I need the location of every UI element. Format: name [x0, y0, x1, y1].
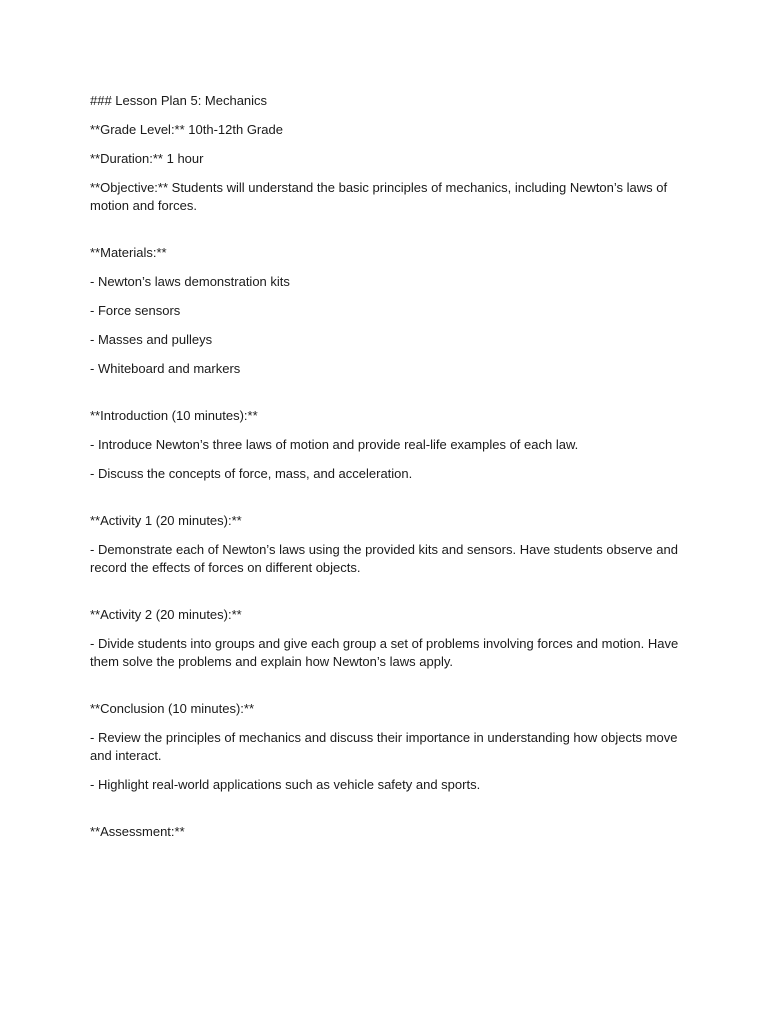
activity1-heading: **Activity 1 (20 minutes):** [90, 513, 242, 528]
list-item: - Newton’s laws demonstration kits [90, 274, 290, 289]
list-item: - Force sensors [90, 303, 181, 318]
list-item: - Highlight real-world applications such as vehicle safety and sports. [90, 777, 481, 792]
document-page [90, 92, 680, 852]
spacer [90, 682, 680, 700]
list-item: - Demonstrate each of Newton’s laws using the provided kits and sensors. Have students observe and record the effects of forces on different objects. [90, 542, 682, 575]
list-item: - Whiteboard and markers [90, 361, 241, 376]
list-item: - Masses and pulleys [90, 332, 213, 347]
conclusion-heading: **Conclusion (10 minutes):** [90, 701, 255, 716]
assessment-heading: **Assessment:** [90, 824, 185, 839]
introduction-heading: **Introduction (10 minutes):** [90, 408, 258, 423]
spacer [90, 494, 680, 512]
duration: **Duration:** 1 hour [90, 151, 204, 166]
spacer [90, 389, 680, 407]
activity2-heading: **Activity 2 (20 minutes):** [90, 607, 242, 622]
document-title: ### Lesson Plan 5: Mechanics [90, 93, 268, 108]
grade-level: **Grade Level:** 10th-12th Grade [90, 122, 283, 137]
spacer [90, 805, 680, 823]
materials-heading: **Materials:** [90, 245, 167, 260]
list-item: - Discuss the concepts of force, mass, and acceleration. [90, 466, 413, 481]
list-item: - Introduce Newton’s three laws of motion and provide real-life examples of each law. [90, 437, 579, 452]
objective: **Objective:** Students will understand the basic principles of mechanics, including Newton’s laws of motion and forces. [90, 180, 671, 213]
list-item: - Review the principles of mechanics and discuss their importance in understanding how objects move and interact. [90, 730, 682, 763]
spacer [90, 226, 680, 244]
spacer [90, 588, 680, 606]
list-item: - Divide students into groups and give each group a set of problems involving forces and motion. Have them solve the problems and explain how Newton’s laws apply. [90, 636, 682, 669]
